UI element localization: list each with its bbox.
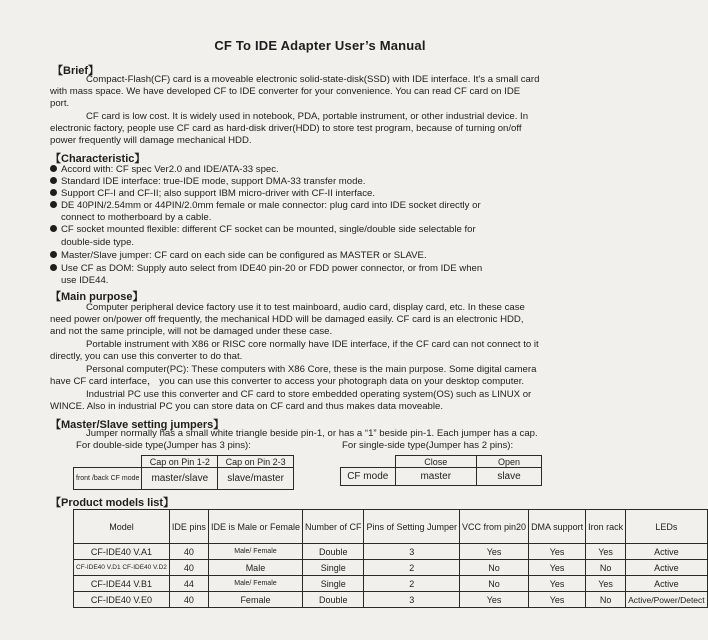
purpose-line: WINCE. Also in industrial PC you can store data on CF card and thus makes data moveable. — [50, 401, 444, 412]
table-cell: slave — [477, 468, 542, 486]
table-cell: 40 — [169, 544, 208, 560]
brief-line: CF card is low cost. It is widely used in notebook, PDA, portable instrument, or other industrial device. In — [86, 111, 529, 122]
column-header: Cap on Pin 1-2 — [142, 456, 218, 468]
characteristic-item: Standard IDE interface: true-IDE mode, support DMA-33 transfer mode. — [50, 176, 365, 188]
characteristic-item: Accord with: CF spec Ver2.0 and IDE/ATA-33 spec. — [50, 164, 279, 176]
double-side-jumper-table — [73, 455, 294, 490]
brief-line: Compact-Flash(CF) card is a moveable electronic solid-state-disk(SSD) with IDE interface. It's a small card — [86, 74, 540, 85]
column-header: Model — [74, 510, 170, 544]
product-models-table — [73, 509, 708, 608]
column-header: IDE is Male or Female — [208, 510, 302, 544]
row-label: front /back CF mode — [74, 468, 142, 490]
bullet-icon — [50, 225, 57, 232]
row-label: CF mode — [341, 468, 396, 486]
brief-line: electronic factory, people use CF card as hard-disk driver(HDD) to store test program, because of turning on/off — [50, 123, 522, 134]
purpose-heading: 【Main purpose】 — [50, 291, 144, 303]
purpose-line: directly, you can use this converter to do that. — [50, 351, 243, 362]
table-cell: 3 — [364, 544, 460, 560]
brief-line: with mass space. We have developed CF to IDE converter for your convenience. You can read CF card on IDE — [50, 86, 521, 97]
table-cell: master/slave — [142, 468, 218, 490]
purpose-line: Industrial PC use this converter and CF card to store embedded operating system(OS) such as LINUX or — [86, 389, 532, 400]
table-cell: Yes — [586, 544, 626, 560]
table-row — [74, 544, 708, 560]
table-cell: No — [586, 560, 626, 576]
bullet-icon — [50, 251, 57, 258]
purpose-line: Portable instrument with X86 or RISC core normally have IDE interface, if the CF card can not connect to it — [86, 339, 539, 350]
table-cell: Double — [302, 592, 364, 608]
bullet-icon — [50, 165, 57, 172]
column-header: Cap on Pin 2-3 — [218, 456, 294, 468]
column-header: DMA support — [529, 510, 586, 544]
table-cell: CF-IDE40 V.D1 CF-IDE40 V.D2 — [74, 560, 170, 576]
page-title: CF To IDE Adapter User’s Manual — [214, 38, 426, 53]
table-cell: CF-IDE40 V.A1 — [74, 544, 170, 560]
table-cell: 3 — [364, 592, 460, 608]
characteristic-item: DE 40PIN/2.54mm or 44PIN/2.0mm female or male connector: plug card into IDE socket directly or — [50, 200, 481, 212]
bullet-icon — [50, 189, 57, 196]
characteristic-item-cont: use IDE44. — [61, 275, 109, 286]
purpose-line: have CF card interface， you can use this converter to access your photograph data on your desktop computer. — [50, 376, 525, 387]
bullet-icon — [50, 201, 57, 208]
column-header: LEDs — [626, 510, 708, 544]
table-cell: 44 — [169, 576, 208, 592]
column-header: Iron rack — [586, 510, 626, 544]
single-side-jumper-table — [340, 455, 542, 486]
characteristic-item: Master/Slave jumper: CF card on each side can be configured as MASTER or SLAVE. — [50, 250, 427, 262]
table-cell: Male/ Female — [208, 576, 302, 592]
brief-line: power frequently will damage mechanical HDD. — [50, 135, 252, 146]
table-cell: Yes — [529, 592, 586, 608]
table-cell: Active — [626, 544, 708, 560]
table-cell: No — [460, 560, 529, 576]
column-header: Close — [395, 456, 477, 468]
column-header: Open — [477, 456, 542, 468]
double-side-caption: For double-side type(Jumper has 3 pins): — [76, 440, 251, 451]
table-row — [74, 576, 708, 592]
table-cell: 40 — [169, 560, 208, 576]
characteristic-item: Use CF as DOM: Supply auto select from IDE40 pin-20 or FDD power connector, or from IDE when — [50, 263, 482, 275]
characteristic-item-cont: double-side type. — [61, 237, 135, 248]
single-side-caption: For single-side type(Jumper has 2 pins): — [342, 440, 514, 451]
table-cell: Male/ Female — [208, 544, 302, 560]
table-cell: Active/Power/Detect — [626, 592, 708, 608]
table-cell: Active — [626, 576, 708, 592]
table-cell: Yes — [460, 592, 529, 608]
jumpers-intro: Jumper normally has a small white triangle beside pin-1, or has a “1” beside pin-1. Each jumper has a cap. — [86, 428, 538, 439]
table-cell: Yes — [460, 544, 529, 560]
table-row — [74, 560, 708, 576]
table-cell: Double — [302, 544, 364, 560]
brief-line: port. — [50, 98, 70, 109]
table-cell: Male — [208, 560, 302, 576]
table-cell: master — [395, 468, 477, 486]
table-cell: Yes — [586, 576, 626, 592]
column-header: Pins of Setting Jumper — [364, 510, 460, 544]
table-cell: Yes — [529, 576, 586, 592]
table-cell: 2 — [364, 560, 460, 576]
bullet-icon — [50, 264, 57, 271]
characteristic-heading: 【Characteristic】 — [50, 153, 146, 165]
table-cell: No — [460, 576, 529, 592]
models-heading: 【Product models list】 — [50, 497, 175, 509]
column-header: VCC from pin20 — [460, 510, 529, 544]
table-cell: No — [586, 592, 626, 608]
purpose-line: Personal computer(PC): These computers with X86 Core, these is the main purpose. Some digital camera — [86, 364, 537, 375]
purpose-line: need power on/power off frequently, the mechanical HDD will be damaged easily. CF card is an electronic HDD, — [50, 314, 524, 325]
purpose-line: Computer peripheral device factory use it to test mainboard, audio card, display card, etc. In these case — [86, 302, 525, 313]
characteristic-item-cont: connect to motherboard by a cable. — [61, 212, 212, 223]
table-cell: Single — [302, 576, 364, 592]
table-cell: Single — [302, 560, 364, 576]
table-cell: CF-IDE40 V.E0 — [74, 592, 170, 608]
table-corner — [74, 456, 142, 468]
jumpers-heading: 【Master/Slave setting jumpers】 — [50, 419, 225, 431]
characteristic-item: Support CF-I and CF-II; also support IBM micro-driver with CF-II interface. — [50, 188, 375, 200]
column-header: IDE pins — [169, 510, 208, 544]
table-row — [74, 592, 708, 608]
table-cell: Female — [208, 592, 302, 608]
table-corner — [341, 456, 396, 468]
brief-heading: 【Brief】 — [52, 65, 100, 77]
table-cell: Yes — [529, 544, 586, 560]
table-cell: slave/master — [218, 468, 294, 490]
table-cell: 40 — [169, 592, 208, 608]
table-cell: 2 — [364, 576, 460, 592]
table-cell: Yes — [529, 560, 586, 576]
characteristic-item: CF socket mounted flexible: different CF socket can be mounted, single/double side selectable for — [50, 224, 476, 236]
purpose-line: and not the same principle, will not be damaged under these case. — [50, 326, 333, 337]
bullet-icon — [50, 177, 57, 184]
column-header: Number of CF — [302, 510, 364, 544]
table-cell: CF-IDE44 V.B1 — [74, 576, 170, 592]
table-cell: Active — [626, 560, 708, 576]
